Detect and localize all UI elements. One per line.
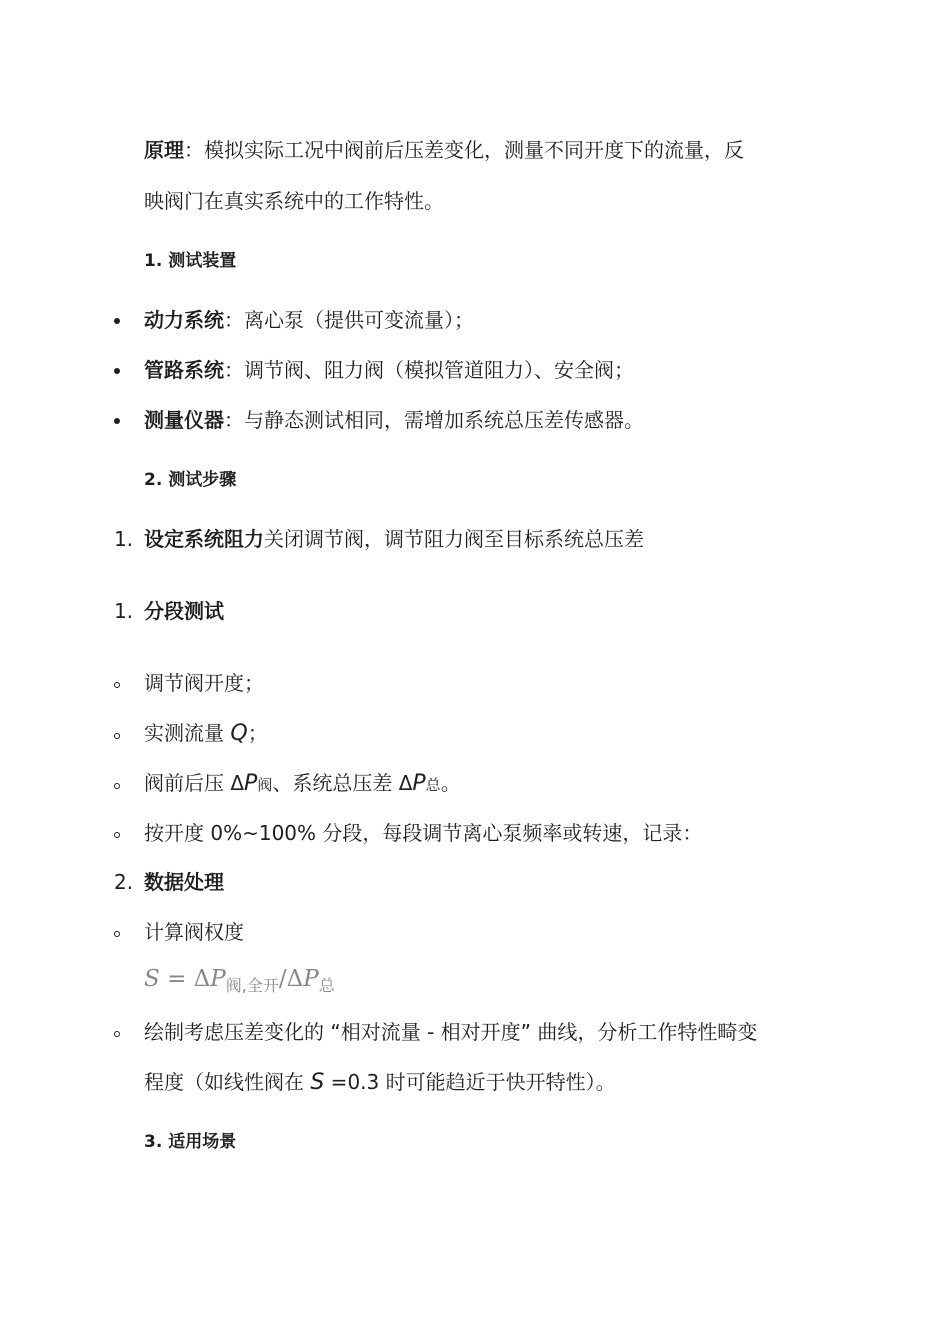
sub-item-segment: 按开度 0%~100% 分段，每段调节离心泵频率或转速，记录： (144, 821, 703, 845)
list-item-power-system (144, 308, 474, 332)
var-p: P (412, 771, 426, 796)
bullet-icon (114, 368, 120, 374)
section-heading-test-setup: 1. 测试装置 (144, 251, 237, 271)
formula-var: P (210, 966, 226, 992)
list-item-label: 测量仪器 (144, 408, 224, 432)
principle-line-2: 映阀门在真实系统中的工作特性。 (144, 189, 444, 213)
text: 阀前后压 Δ (144, 771, 245, 795)
circle-bullet-icon (114, 1031, 120, 1037)
text: 实测流量 (144, 721, 231, 745)
var-p: P (244, 771, 258, 796)
section-heading-test-steps: 2. 测试步骤 (144, 470, 237, 490)
list-item-text: ：与静态测试相同，需增加系统总压差传感器。 (224, 408, 644, 432)
text: ； (247, 721, 268, 745)
text: =0.3 时可能趋近于快开特性）。 (324, 1070, 616, 1094)
step-number: 1. (114, 599, 134, 623)
step-label: 设定系统阻力 (144, 527, 264, 551)
step-text: 关闭调节阀，调节阻力阀至目标系统总压差 (264, 527, 644, 551)
circle-bullet-icon (114, 783, 120, 789)
sub-item-flow (144, 721, 268, 746)
list-item-piping-system (144, 358, 634, 382)
circle-bullet-icon (114, 682, 120, 688)
step-data-processing: 数据处理 (144, 870, 224, 894)
var-s: S (310, 1070, 325, 1095)
list-item-label: 管路系统 (144, 358, 224, 382)
step-set-resistance (144, 527, 644, 551)
circle-bullet-icon (114, 832, 120, 838)
principle-text-1: ：模拟实际工况中阀前后压差变化，测量不同开度下的流量，反 (184, 138, 744, 162)
list-item-text: ：调节阀、阻力阀（模拟管道阻力）、安全阀； (224, 358, 634, 382)
text: 程度（如线性阀在 (144, 1070, 311, 1094)
list-item-label: 动力系统 (144, 308, 224, 332)
sub-item-draw-curve-1: 绘制考虑压差变化的 “相对流量 - 相对开度” 曲线，分析工作特性畸变 (144, 1020, 758, 1044)
formula-valve-authority (144, 964, 335, 996)
principle-label: 原理 (144, 138, 184, 162)
sub-item-calc-weight: 计算阀权度 (144, 920, 244, 944)
text: 。 (440, 771, 461, 795)
formula-op: = Δ (159, 966, 211, 992)
sub-item-valve-opening: 调节阀开度； (144, 671, 264, 695)
step-segment-test: 分段测试 (144, 599, 224, 623)
text: 、系统总压差 Δ (272, 771, 413, 795)
step-number: 1. (114, 527, 134, 551)
var-q: Q (230, 721, 248, 746)
formula-op: /Δ (278, 966, 304, 992)
list-item-instruments (144, 408, 644, 432)
circle-bullet-icon (114, 931, 120, 937)
formula-subscript: 阀,全开 (225, 976, 279, 995)
bullet-icon (114, 418, 120, 424)
step-number: 2. (114, 870, 134, 894)
principle-line-1 (144, 138, 744, 162)
subscript: 总 (425, 776, 441, 794)
bullet-icon (114, 318, 120, 324)
subscript: 阀 (257, 776, 273, 794)
list-item-text: ：离心泵（提供可变流量）； (224, 308, 474, 332)
sub-item-draw-curve-2 (144, 1070, 616, 1095)
formula-var: S (144, 966, 160, 992)
sub-item-pressure (144, 771, 461, 797)
formula-subscript: 总 (318, 976, 335, 995)
formula-var: P (303, 966, 319, 992)
circle-bullet-icon (114, 733, 120, 739)
section-heading-applications: 3. 适用场景 (144, 1132, 237, 1152)
